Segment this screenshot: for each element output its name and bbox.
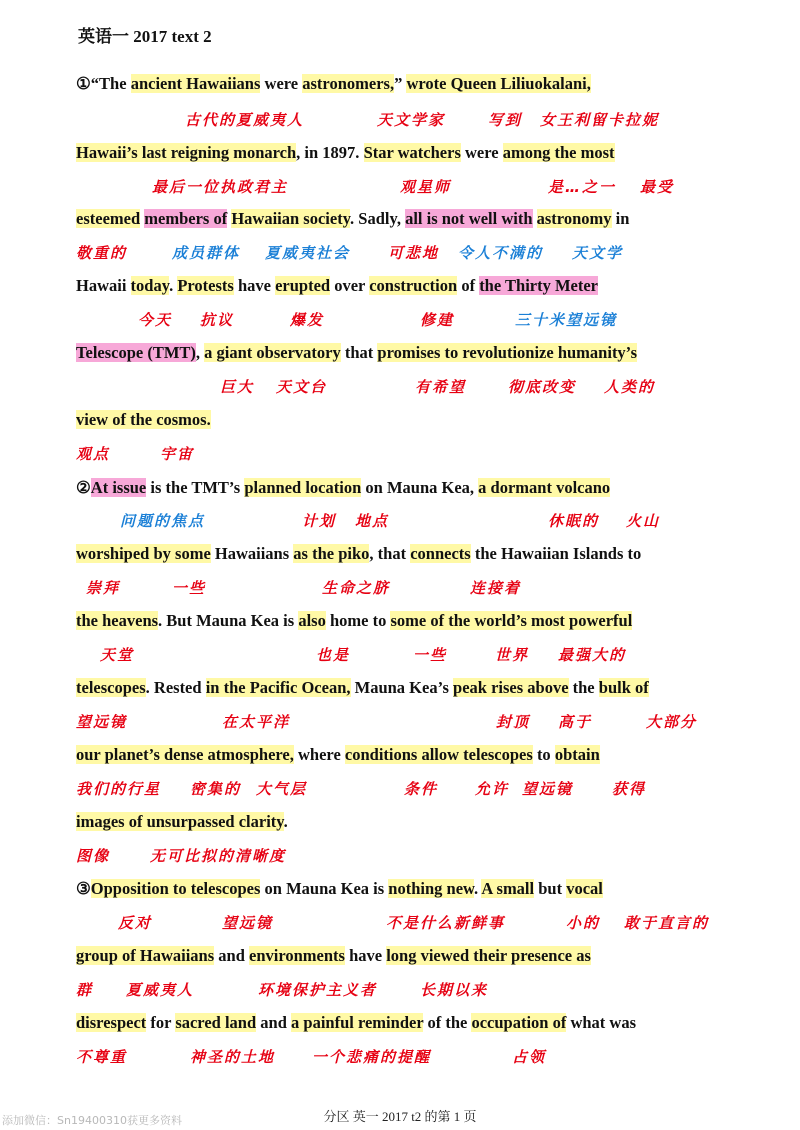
plain-text: home to [325,611,391,630]
english-line [76,406,211,434]
highlighted-phrase: among the most [502,143,615,162]
translation-note: 写到 [488,111,523,129]
translation-note: 敬重的 [76,244,128,262]
translation-line [0,979,800,1003]
plain-text: . Sadly, [350,209,406,228]
plain-text: of the [423,1013,472,1032]
highlighted-phrase: images of unsurpassed clarity [76,812,284,831]
plain-text: . [474,879,482,898]
translation-line [0,309,800,333]
translation-note: 不尊重 [76,1048,128,1066]
key-phrase: all is not well with [405,209,533,228]
english-line [76,205,629,233]
english-line [76,674,649,702]
english-line [76,741,600,769]
highlighted-phrase: astronomy [536,209,612,228]
english-line [76,339,637,367]
plain-text: . But Mauna Kea is [158,611,299,630]
translation-line [0,510,800,534]
plain-text: for [146,1013,176,1032]
plain-text: to [532,745,555,764]
english-line [76,474,610,502]
plain-text: ” [394,74,407,93]
translation-note: 观星师 [400,178,452,196]
highlighted-phrase: in the Pacific Ocean, [205,678,351,697]
english-line [76,70,591,98]
plain-text: what was [566,1013,637,1032]
english-line [76,139,615,167]
translation-note: 天文学 [572,244,624,262]
translation-note: 连接着 [470,579,522,597]
plain-text: , that [369,544,411,563]
highlighted-phrase: long viewed their presence as [386,946,591,965]
translation-note: 望远镜 [76,713,128,731]
plain-text: . [283,812,288,831]
translation-note: 不是什么新鲜事 [386,914,506,932]
translation-note: 女王利留卡拉妮 [540,111,660,129]
english-line [76,942,591,970]
highlighted-phrase: disrespect [76,1013,147,1032]
plain-text: ② [76,478,91,497]
english-line [76,607,632,635]
plain-text: on Mauna Kea, [361,478,479,497]
highlighted-phrase: Opposition to telescopes [90,879,261,898]
highlighted-phrase: today [130,276,170,295]
translation-note: 条件 [404,780,439,798]
highlighted-phrase: construction [369,276,458,295]
translation-note: 大气层 [256,780,308,798]
plain-text: but [534,879,567,898]
translation-note: 世界 [495,646,530,664]
translation-note: 望远镜 [522,780,574,798]
plain-text: Mauna Kea’s [350,678,454,697]
english-line [76,540,641,568]
highlighted-phrase: ancient Hawaiians [130,74,261,93]
translation-note: 地点 [355,512,390,530]
translation-line [0,443,800,467]
translation-note: 崇拜 [86,579,121,597]
translation-note: 今天 [138,311,173,329]
translation-line [0,778,800,802]
translation-note: 密集的 [190,780,242,798]
highlighted-phrase: a dormant volcano [478,478,611,497]
translation-note: 是…之一 [548,178,617,196]
english-line [76,808,288,836]
highlighted-phrase: esteemed [76,209,141,228]
translation-line [0,109,800,133]
highlighted-phrase: peak rises above [453,678,569,697]
key-phrase: the Thirty Meter [479,276,599,295]
plain-text: and [214,946,249,965]
highlighted-phrase: a giant observatory [204,343,341,362]
translation-note: 计划 [302,512,337,530]
plain-text: Hawaii [76,276,131,295]
plain-text: ①“The [76,74,131,93]
highlighted-phrase: as the piko [293,544,370,563]
plain-text: over [330,276,370,295]
translation-note: 夏威夷人 [126,981,195,999]
highlighted-phrase: conditions allow telescopes [344,745,533,764]
translation-note: 爆发 [290,311,325,329]
plain-text: the Hawaiian Islands to [470,544,642,563]
translation-note: 环境保护主义者 [258,981,378,999]
plain-text: Hawaiians [210,544,294,563]
translation-line [0,912,800,936]
translation-line [0,577,800,601]
highlighted-phrase: erupted [275,276,331,295]
translation-note: 巨大 [220,378,255,396]
translation-note: 最强大的 [558,646,627,664]
translation-note: 天文台 [276,378,328,396]
translation-note: 修建 [420,311,455,329]
translation-note: 在太平洋 [222,713,291,731]
translation-note: 反对 [118,914,153,932]
translation-note: 大部分 [646,713,698,731]
translation-line [0,845,800,869]
translation-note: 高于 [558,713,593,731]
plain-text: were [260,74,303,93]
plain-text: and [256,1013,292,1032]
plain-text: is the TMT’s [146,478,245,497]
highlighted-phrase: a painful reminder [291,1013,424,1032]
translation-note: 最后一位执政君主 [152,178,289,196]
key-phrase: At issue [90,478,147,497]
translation-note: 一个悲痛的提醒 [312,1048,432,1066]
plain-text: where [293,745,345,764]
translation-note: 长期以来 [420,981,489,999]
highlighted-phrase: our planet’s dense atmosphere, [76,745,294,764]
translation-line [0,376,800,400]
translation-note: 我们的行星 [76,780,162,798]
page-title: 英语一 2017 text 2 [78,27,212,46]
translation-note: 获得 [612,780,647,798]
translation-note: 休眠的 [548,512,600,530]
translation-note: 允许 [475,780,510,798]
translation-note: 最受 [640,178,675,196]
translation-note: 一些 [172,579,207,597]
translation-note: 人类的 [604,378,656,396]
plain-text: ③ [76,879,91,898]
translation-note: 古代的夏威夷人 [185,111,305,129]
translation-line [0,176,800,200]
highlighted-phrase: some of the world’s most powerful [390,611,633,630]
translation-note: 抗议 [200,311,235,329]
english-line [76,272,598,300]
english-line [76,1009,636,1037]
highlighted-phrase: astronomers, [302,74,395,93]
translation-note: 神圣的土地 [190,1048,276,1066]
highlighted-phrase: connects [410,544,471,563]
translation-note: 占领 [512,1048,547,1066]
translation-note: 火山 [626,512,661,530]
highlighted-phrase: wrote Queen Liliuokalani, [406,74,591,93]
translation-line [0,242,800,266]
plain-text: the [568,678,599,697]
highlighted-phrase: planned location [244,478,362,497]
translation-note: 天堂 [100,646,135,664]
highlighted-phrase: worshiped by some [76,544,211,563]
plain-text: , [195,343,205,362]
translation-note: 宇宙 [160,445,195,463]
highlighted-phrase: vocal [566,879,603,898]
key-phrase: Telescope (TMT) [76,343,196,362]
highlighted-phrase: sacred land [175,1013,257,1032]
translation-note: 夏威夷社会 [265,244,351,262]
translation-note: 望远镜 [222,914,274,932]
highlighted-phrase: Hawaii’s last reigning monarch [76,143,297,162]
highlighted-phrase: Protests [177,276,234,295]
translation-note: 有希望 [415,378,467,396]
translation-note: 观点 [76,445,111,463]
highlighted-phrase: promises to revolutionize humanity’s [377,343,637,362]
key-phrase: members of [144,209,228,228]
plain-text: in [611,209,630,228]
translation-note: 敢于直言的 [624,914,710,932]
translation-note: 成员群体 [172,244,241,262]
translation-note: 彻底改变 [508,378,577,396]
plain-text: have [233,276,276,295]
highlighted-phrase: environments [249,946,345,965]
highlighted-phrase: view of the cosmos. [76,410,211,429]
translation-note: 令人不满的 [458,244,544,262]
highlighted-phrase: telescopes [76,678,146,697]
page-footer: 分区 英一 2017 t2 的第 1 页 [323,1109,477,1124]
plain-text: of [457,276,480,295]
translation-note: 无可比拟的清晰度 [150,847,287,865]
highlighted-phrase: group of Hawaiians [76,946,215,965]
highlighted-phrase: Hawaiian society [231,209,351,228]
translation-note: 生命之脐 [322,579,391,597]
highlighted-phrase: Star watchers [363,143,461,162]
plain-text: . [169,276,178,295]
plain-text: have [344,946,387,965]
plain-text: were [460,143,503,162]
translation-note: 一些 [413,646,448,664]
translation-note: 问题的焦点 [120,512,206,530]
translation-note: 也是 [316,646,351,664]
plain-text: on Mauna Kea is [260,879,389,898]
highlighted-phrase: occupation of [471,1013,567,1032]
translation-note: 图像 [76,847,111,865]
translation-note: 天文学家 [377,111,446,129]
translation-note: 封顶 [496,713,531,731]
translation-note: 小的 [566,914,601,932]
wechat-watermark: 添加微信：Sn19400310获更多资料 [2,1114,182,1127]
translation-line [0,644,800,668]
plain-text: that [340,343,378,362]
highlighted-phrase: the heavens [76,611,159,630]
plain-text: , in 1897. [296,143,364,162]
translation-note: 可悲地 [388,244,440,262]
plain-text: . Rested [145,678,206,697]
highlighted-phrase: obtain [554,745,600,764]
highlighted-phrase: nothing new [388,879,475,898]
translation-line [0,1046,800,1070]
translation-line [0,711,800,735]
translation-note: 群 [76,981,94,999]
translation-note: 三十米望远镜 [515,311,618,329]
highlighted-phrase: also [298,611,326,630]
highlighted-phrase: bulk of [598,678,649,697]
highlighted-phrase: A small [481,879,535,898]
english-line [76,875,603,903]
